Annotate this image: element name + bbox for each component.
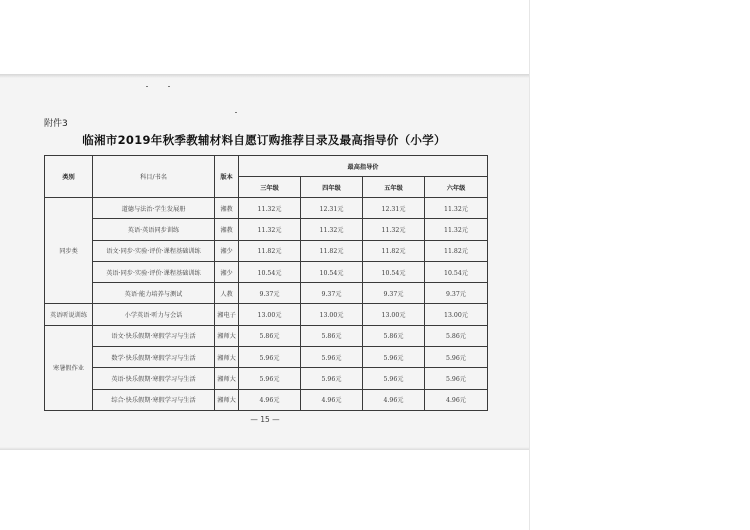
price-cell: 11.32元: [425, 198, 488, 219]
edition-cell: 湘教: [215, 219, 239, 240]
price-cell: 5.96元: [363, 368, 425, 389]
price-cell: 9.37元: [239, 283, 301, 304]
edition-cell: 湘师大: [215, 325, 239, 346]
price-cell: 5.86元: [425, 325, 488, 346]
page-number: — 15 —: [250, 415, 280, 424]
table-row: [45, 304, 488, 325]
price-cell: 10.54元: [425, 261, 488, 282]
price-cell: 11.82元: [363, 240, 425, 261]
book-name-cell: 道德与法治·学生发展册: [93, 198, 215, 219]
header-grade-3: 三年级: [239, 177, 301, 198]
page-edge: [529, 0, 530, 530]
price-cell: 11.32元: [301, 219, 363, 240]
edition-cell: 湘师大: [215, 389, 239, 410]
price-cell: 12.31元: [301, 198, 363, 219]
price-cell: 13.00元: [363, 304, 425, 325]
header-grade-5: 五年级: [363, 177, 425, 198]
book-name-cell: 语文·快乐假期·寒假学习与生活: [93, 325, 215, 346]
price-cell: 5.96元: [301, 347, 363, 368]
table-row: [45, 240, 488, 261]
table-row: [45, 283, 488, 304]
book-name-cell: 英语·同步·实验·评价·课程基础训练: [93, 261, 215, 282]
book-name-cell: 英语·英语同步训练: [93, 219, 215, 240]
table-row: [45, 219, 488, 240]
table-row: [45, 347, 488, 368]
header-category: 类别: [45, 156, 93, 198]
edition-cell: 湘教: [215, 198, 239, 219]
price-cell: 9.37元: [425, 283, 488, 304]
book-name-cell: 数学·快乐假期·寒假学习与生活: [93, 347, 215, 368]
category-cell: 同步类: [45, 198, 93, 304]
table-row: [45, 325, 488, 346]
scan-speck: [146, 86, 148, 87]
document-title: 临湘市2019年秋季教辅材料自愿订购推荐目录及最高指导价（小学）: [82, 133, 446, 147]
price-cell: 5.96元: [239, 347, 301, 368]
price-catalog-table: [44, 155, 488, 411]
price-cell: 11.32元: [239, 198, 301, 219]
price-cell: 4.96元: [301, 389, 363, 410]
price-cell: 10.54元: [301, 261, 363, 282]
header-row-1: [45, 156, 488, 177]
edition-cell: 湘少: [215, 240, 239, 261]
book-name-cell: 综合·快乐假期·寒假学习与生活: [93, 389, 215, 410]
price-cell: 4.96元: [425, 389, 488, 410]
price-cell: 11.32元: [363, 219, 425, 240]
attachment-label: 附件3: [44, 119, 68, 129]
table-row: [45, 389, 488, 410]
table-row: [45, 261, 488, 282]
header-edition: 版本: [215, 156, 239, 198]
edition-cell: 人教: [215, 283, 239, 304]
category-cell: 英语听说训练: [45, 304, 93, 325]
header-price-group: 最高指导价: [239, 156, 488, 177]
edition-cell: 湘师大: [215, 368, 239, 389]
table-row: [45, 368, 488, 389]
price-cell: 13.00元: [239, 304, 301, 325]
scan-speck: [168, 86, 170, 87]
edition-cell: 湘少: [215, 261, 239, 282]
header-subject-name: 科目/书名: [93, 156, 215, 198]
price-cell: 11.82元: [301, 240, 363, 261]
book-name-cell: 英语·快乐假期·寒假学习与生活: [93, 368, 215, 389]
price-cell: 12.31元: [363, 198, 425, 219]
price-cell: 4.96元: [239, 389, 301, 410]
price-cell: 13.00元: [425, 304, 488, 325]
category-cell: 寒暑假作业: [45, 325, 93, 410]
price-cell: 11.82元: [239, 240, 301, 261]
scan-speck: [235, 112, 237, 113]
price-cell: 10.54元: [363, 261, 425, 282]
price-cell: 4.96元: [363, 389, 425, 410]
book-name-cell: 小学英语·听力与会话: [93, 304, 215, 325]
price-cell: 11.32元: [239, 219, 301, 240]
price-cell: 5.96元: [239, 368, 301, 389]
header-grade-6: 六年级: [425, 177, 488, 198]
edition-cell: 湘师大: [215, 347, 239, 368]
price-cell: 13.00元: [301, 304, 363, 325]
price-cell: 5.96元: [425, 347, 488, 368]
header-grade-4: 四年级: [301, 177, 363, 198]
book-name-cell: 语文·同步·实验·评价·课程基础训练: [93, 240, 215, 261]
price-cell: 5.86元: [363, 325, 425, 346]
price-cell: 5.96元: [425, 368, 488, 389]
book-name-cell: 英语·能力培养与测试: [93, 283, 215, 304]
price-cell: 10.54元: [239, 261, 301, 282]
price-cell: 9.37元: [363, 283, 425, 304]
price-cell: 5.86元: [239, 325, 301, 346]
price-cell: 5.96元: [363, 347, 425, 368]
price-cell: 11.32元: [425, 219, 488, 240]
price-cell: 11.82元: [425, 240, 488, 261]
table-row: [45, 198, 488, 219]
price-cell: 5.86元: [301, 325, 363, 346]
edition-cell: 湘电子: [215, 304, 239, 325]
price-cell: 9.37元: [301, 283, 363, 304]
price-cell: 5.96元: [301, 368, 363, 389]
